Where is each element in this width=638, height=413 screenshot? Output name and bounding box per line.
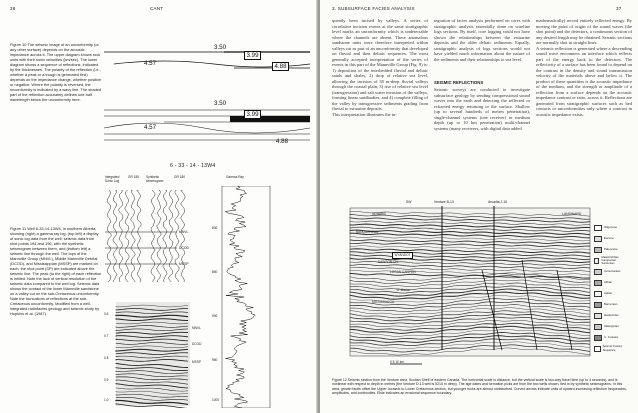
legend-swatch [594,302,602,308]
legend-entry [594,310,628,321]
legend-swatch [594,313,602,319]
log-header-gamma-ray: Gamma Ray [226,175,244,179]
velocity-label-upper-2: 3.99 [244,51,261,60]
label-venture-well: Venture B-13 [434,200,454,204]
depth-tick-1000: 1000 [212,398,220,402]
legend-swatch [594,236,602,242]
gamma-ray-curve [212,186,272,408]
body-column-3: mathematically) record entirely reflected energy. By moving the point of origin of the sound waves (the shot point) and the detectors, a continuous section of any desired length may be obtained. Seismic sections are normally shot in straight lines. A seismic reflection is generated where a descending sound wave encounters an interface which reflects part of the energy back to the detectors. The reflectivity of a surface has been found to depend on the contrast in the density and sound transmission velocity of the materials above and below it. The product of these quantities is the acoustic impedance of the medium, and the strength or amplitude of a reflection from a surface depends on the acoustic impedance contrast or ratio, across it. Reflections are generated from stratigraphic surfaces such as bed contacts or unconformities only where a contrast in acoustic impedance exists. [536,18,632,117]
seismogram-trace [169,190,173,282]
time-label-0.8: 0.8 [104,356,109,360]
log-header-gr1: GR 180 [128,175,139,179]
legend-entry [594,288,628,299]
legend-label: Hauterivian [604,312,619,317]
body-column-2a: tegration of facies analysis performed on cores with stratigraphic analysis essentially done on wireline logs sections. By itself, core logging could not have shown the relationships between the estuarine deposits and the older deltaic sediments. Equally, stratigraphic analysis of logs sections would not have yielded much information about the nature of the sediments and their relationships to sea level. [434,18,530,62]
depth-tick-900: 900 [212,314,218,318]
legend-entry [594,255,628,266]
formation-dawson: DAWSON CN. [378,260,399,264]
legend-label: Seismic Facies Sequence [602,344,623,352]
formation-wyandot: WYANDOT [392,252,413,259]
log-header-gr2: GR 180 [174,175,185,179]
velocity-label-lower-2: 3.99 [244,110,261,119]
marker-mnvl-seismogram: MNVL [179,230,189,234]
body-column-1: quently been incised by valleys. A series of correlative incision events at the same stratigraphic level marks an unconformity which is undetectable where the channels are absent. These anomalous sandstone units were therefore interpreted within valleys cut as part of an unconformity that developed on fluvial and then deltaic sequences. The most generally accepted interpretation of the series of events in this part of the Mannville Group (Fig. 9) is: 1) deposition of the interbedded fluvial and deltaic sands and shales, 2) drop of relative sea level, allowing the incision of 30 m-deep fluvial valleys through the coastal plain, 3) rise of relative sea level (transgression) and salt water invasion of the valleys, forming linear sandbodies, and 4) complete filling of the valley by transgressive sediments grading from fluvial to estuarine deposits. This interpretation illustrates the in- [332,18,428,117]
velocity-label-lower-4: 4.88 [276,138,289,145]
legend-entry [594,222,628,233]
marker-mnvl-seismic: MNVL [192,326,201,330]
time-label-0.9: 0.9 [104,378,109,382]
formation-missisauga: MISSISSAUGA [372,300,394,304]
synthetic-seismogram-panel [105,190,205,282]
legend-label: Aptian [604,290,613,295]
figure-11-caption: Figure 11 Well 6-33-14-13W4, in southern Alberta, showing (right) a gamma ray log, (top left) a display of sonic log data from the well, seismic data from shot points 194 and 196, with the synthetic seismogram between them, and (bottom left) a seismic line through the well. The tops of the Mannville Group (MNVL), Middle Mannville Detrital (DCOD), and Mississippian (MSSP) are marked on each; the shot point (SP) are indicated above the seismic line. The peak (to the right) of each reflection is infilled. Note the lack of vertical resolution of the seismic data compared to the well log. Seismic data shows the contact of the lower Mannville sandstone on a valley cut on the sub-Cretaceous unconformity. Note the truncations of reflections at the sub-Cretaceous unconformity. Modified from a well-integrated radiofacies geology and seismic study by Hopkins et al. (1987). [10,226,102,316]
legend-swatch [594,291,602,297]
seismic-section-image [332,200,628,372]
legend-entry [594,277,628,288]
legend-swatch [594,258,599,264]
seismogram-trace [163,190,167,282]
formation-seward: SEWARD [372,212,386,216]
seismic-reflections-heading: SEISMIC REFLECTIONS [434,80,484,85]
figure-12-caption: Figure 12 Seismic section from the Venture area, Scotian Shelf of eastern Canada. The horizontal scale is distance, but the vertical scale is two-way travel time (up to 4 seconds), and is nonlinear with respect to depth in metres (the Venture D-13 well is 5210 m deep). The age dates and formation picks are from the two wells shown, tied in by synthetic seismograms. In this area, growth faults offset the Upper Jurassic to Lower Cretaceous section, but younger rocks are almost undisturbed. Curved arrows indicate units of upward-increasing reflection frequencies, amplitudes, and continuities. Elsie indicates an erosional sequence boundary. [332,378,627,396]
seismogram-trace [113,190,117,282]
legend-entry [594,233,628,244]
gamma-ray-log [212,186,272,408]
legend-swatch [594,335,602,341]
legend-label: Cenomanian [604,268,621,273]
seismic-line-image [104,298,212,408]
running-head-left: CANT [150,6,164,11]
seismogram-trace [107,190,111,282]
legend-label: Barremian [604,301,618,306]
seismogram-trace [157,190,162,282]
figure-12-section [332,200,628,372]
legend-entry [594,266,628,277]
seismogram-trace [181,190,185,282]
legend-label: Albian [604,279,613,284]
label-sw: SW [406,200,412,204]
formation-o-marker: 'O' Marker [396,288,411,292]
velocity-label-upper-1: 3.50 [214,44,227,51]
legend-label: Eocene [604,235,614,240]
formation-logan: LOGAN CANYON [390,270,416,274]
gamma-ray-trace [225,186,255,408]
velocity-label-lower-1: 3.50 [214,100,227,107]
legend-entry [594,343,628,354]
legend-swatch [594,346,601,352]
page-number-right: 37 [616,6,622,11]
velocity-label-lower-3: 4.57 [144,124,157,131]
seismogram-trace [175,190,180,282]
formation-banquereau: BANQUEREAU [356,230,379,234]
depth-tick-950: 950 [212,358,218,362]
legend-swatch [594,247,602,253]
label-arcadia-well: Arcadia J-16 [488,200,508,204]
legend-label: Paleocene [604,246,618,251]
legend-entry [594,332,628,343]
figure-10-diagram [104,20,310,150]
legend-label: Maastrichtian Campanian Santonian [601,254,619,266]
legend-swatch [594,324,602,330]
marker-dcod-seismic: DCOD [192,342,202,346]
well-id: 6 - 33 - 14 - 13W4 [170,163,216,169]
page-number-left: 36 [10,6,16,11]
legend-swatch [594,280,602,286]
depth-tick-800: 800 [212,226,218,230]
seismogram-trace [137,190,141,282]
right-page [320,0,638,413]
legend-swatch [594,269,602,275]
time-label-0.6: 0.6 [104,312,109,316]
marker-dcod-seismogram: DCOD [179,246,189,250]
depth-tick-850: 850 [212,270,218,274]
velocity-label-upper-4: 4.88 [272,62,289,71]
figure-10-caption: Figure 10 The seismic image of an unconformity (or any other surface) depends on the acoustic impedance across it. The upper diagram shows rock units with their sonic velocities (km/sec). The lower diagram shows a sequence of reflections, indicated by the thicknesses. The polarity of the reflection (i.e., whether a peak or a trough is generated first) depends on the impedance change, whether positive or negative. Where the polarity is reversed, the unconformity is indicated by a wavy line. The shaded part of the reflection accurately defines one-half wavelength below the unconformity here. [10,42,102,102]
legend-label: U. Jurassic [604,334,619,339]
marker-mssp-seismic: MSSP [192,360,202,364]
section-legend [594,222,628,372]
legend-entry [594,244,628,255]
unconformity-reflection-diagram [104,20,310,150]
seismogram-trace [125,190,129,282]
time-label-0.7: 0.7 [104,334,109,338]
synthetic-seismogram-traces [105,190,205,282]
seismogram-trace [131,190,136,282]
seismic-line-panel [104,298,212,408]
label-landward: LANDWARD [562,212,582,216]
time-label-1.0: 1.0 [104,398,109,402]
running-head-right: 3. SUBSURFACE FACIES ANALYSIS [332,6,415,11]
log-header-synthetic: Synthetic seismogram [146,175,164,183]
marker-mssp-seismogram: MSSP [179,262,189,266]
log-header-sonic: Integrated Sonic Log [105,175,120,183]
body-column-2b: Seismic surveys are conducted to investigate subsurface geology by sending compressional sound waves into the earth and detecting the reflected or refracted energy returning to the surface. Shallow (up to several hundreds of metres penetration), single-channel systems (one receiver) or medium depth (up to 10 km penetration) multi-channel systems (many receivers, with digital data added [434,87,530,131]
seismogram-trace [119,190,123,282]
legend-label: Oligocene [604,224,618,229]
left-page [0,0,318,413]
seismogram-trace [151,190,155,282]
velocity-label-upper-3: 4.57 [144,60,157,67]
scale-bar-label: 0 5 10 km [390,360,404,364]
legend-swatch [594,225,602,231]
legend-entry [594,299,628,310]
legend-label: Valanginian [604,323,619,328]
legend-entry [594,321,628,332]
